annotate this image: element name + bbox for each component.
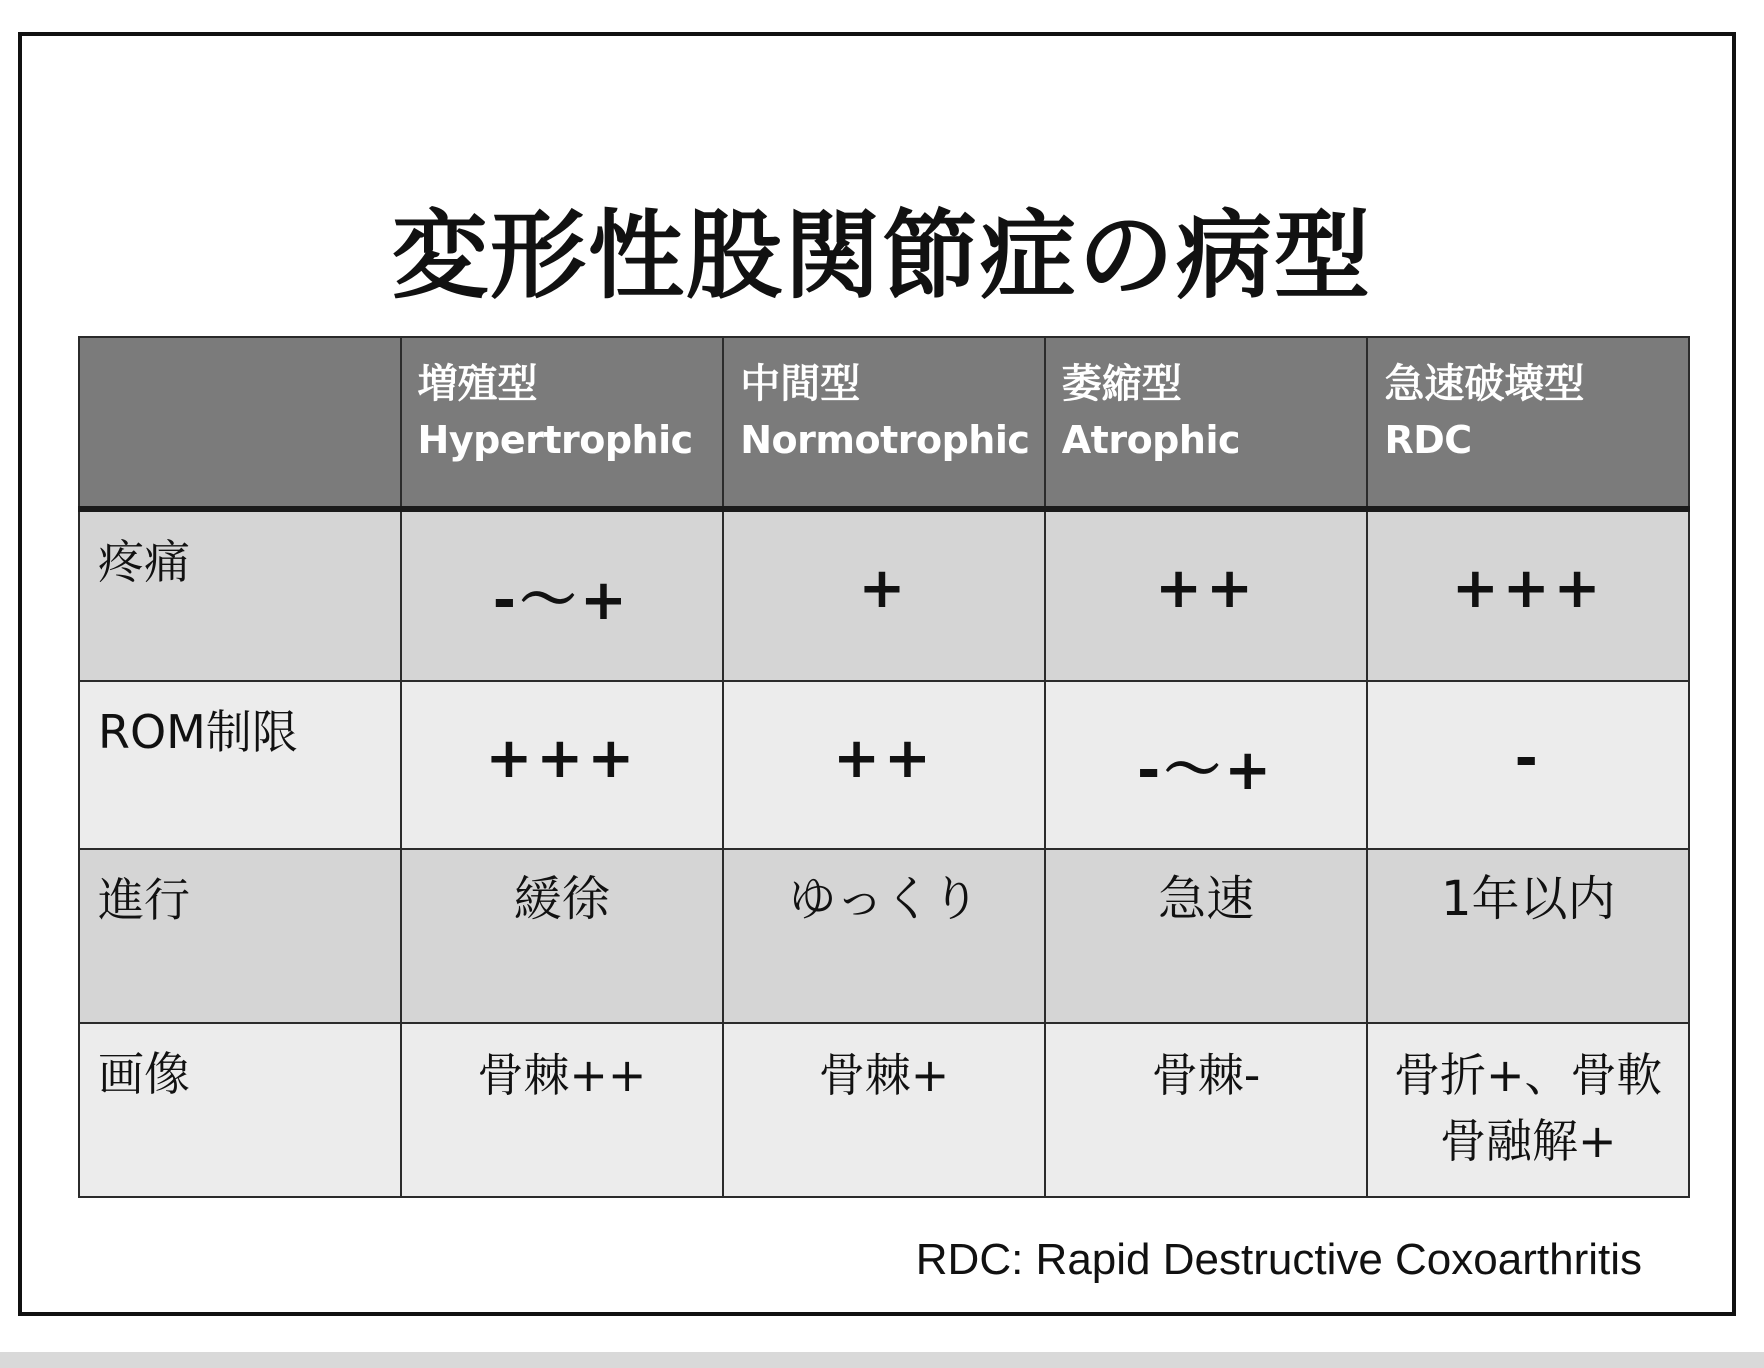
column-header-ja: 萎縮型 — [1061, 361, 1182, 407]
column-header-en: RDC — [1384, 418, 1472, 462]
bottom-strip — [0, 1352, 1764, 1368]
table-cell: - — [1367, 681, 1689, 849]
table-cell: -〜+ — [401, 509, 724, 681]
classification-table — [78, 336, 1690, 1198]
column-header-en: Normotrophic — [740, 418, 1030, 462]
table-cell: 急速 — [1045, 849, 1368, 1023]
row-label: 疼痛 — [79, 509, 401, 681]
header-row — [79, 337, 1689, 509]
column-header-hypertrophic — [401, 337, 724, 509]
table-cell: 1年以内 — [1367, 849, 1689, 1023]
row-label: 画像 — [79, 1023, 401, 1197]
column-header-rdc — [1367, 337, 1689, 509]
table-cell: 骨棘- — [1045, 1023, 1368, 1197]
table-cell: 骨折+、骨軟骨融解+ — [1367, 1023, 1689, 1197]
page-title: 変形性股関節症の病型 — [392, 200, 1372, 313]
table-cell: ゆっくり — [723, 849, 1045, 1023]
column-header-ja: 急速破壊型 — [1384, 361, 1585, 407]
column-header-ja: 増殖型 — [417, 361, 538, 407]
header-corner-cell — [79, 337, 401, 509]
column-header-en: Atrophic — [1061, 418, 1240, 462]
table-cell: +++ — [1367, 509, 1689, 681]
footnote: RDC: Rapid Destructive Coxoarthritis — [915, 1235, 1642, 1284]
row-label: 進行 — [79, 849, 401, 1023]
table-cell: ++ — [1045, 509, 1368, 681]
column-header-normotrophic — [723, 337, 1045, 509]
column-header-en: Hypertrophic — [417, 418, 693, 462]
table-cell: 緩徐 — [401, 849, 724, 1023]
table-cell: 骨棘+ — [723, 1023, 1045, 1197]
table-cell: 骨棘++ — [401, 1023, 724, 1197]
table-row-pain — [79, 509, 1689, 681]
table-cell: +++ — [401, 681, 724, 849]
column-header-ja: 中間型 — [740, 361, 861, 407]
table-cell: -〜+ — [1045, 681, 1368, 849]
table-row-progression — [79, 849, 1689, 1023]
column-header-atrophic — [1045, 337, 1368, 509]
table-cell: ++ — [723, 681, 1045, 849]
row-label: ROM制限 — [79, 681, 401, 849]
table-row-rom — [79, 681, 1689, 849]
table-cell: + — [723, 509, 1045, 681]
table-row-imaging — [79, 1023, 1689, 1197]
